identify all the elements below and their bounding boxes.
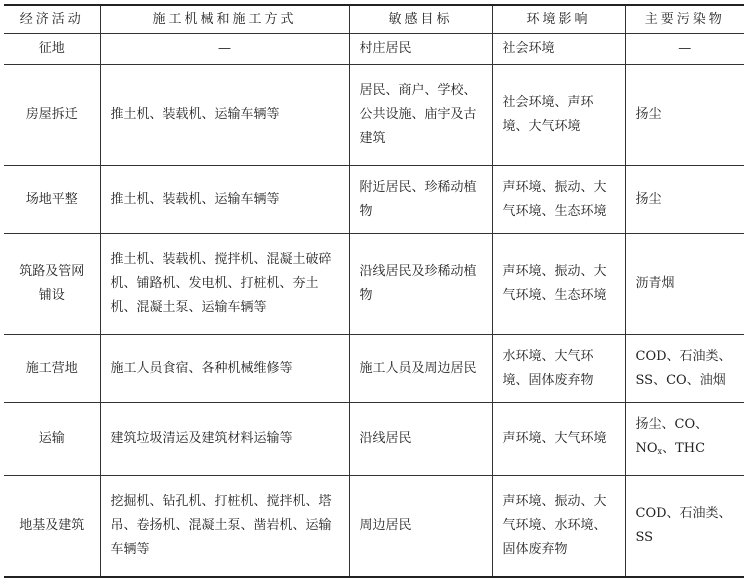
table-row	[4, 34, 744, 65]
header-main-pollutants: 主要污染物	[625, 5, 744, 34]
table-row	[4, 234, 744, 335]
pollutants-cell: 扬尘	[625, 65, 744, 166]
pollutants-cell: 沥青烟	[625, 234, 744, 335]
table-row	[4, 335, 744, 403]
activity-cell: 施工营地	[4, 335, 100, 403]
activity-cell: 征地	[4, 34, 100, 65]
machinery-cell: 推土机、装载机、运输车辆等	[100, 65, 349, 166]
header-economic-activity: 经济活动	[4, 5, 100, 34]
machinery-cell: 推土机、装载机、搅拌机、混凝土破碎机、铺路机、发电机、打桩机、夯土机、混凝土泵、运输车辆等	[100, 234, 349, 335]
targets-cell: 附近居民、珍稀动植物	[349, 166, 492, 234]
table-header-row	[4, 5, 744, 34]
machinery-cell: 挖掘机、钻孔机、打桩机、搅拌机、塔吊、卷扬机、混凝土泵、凿岩机、运输车辆等	[100, 475, 349, 577]
pollutants-cell: 扬尘	[625, 166, 744, 234]
pollutants-cell	[625, 403, 744, 475]
activity-cell: 运输	[4, 403, 100, 475]
targets-cell: 沿线居民及珍稀动植物	[349, 234, 492, 335]
targets-cell: 周边居民	[349, 475, 492, 577]
pollutants-subscript: x	[657, 447, 663, 457]
machinery-cell: 施工人员食宿、各种机械维修等	[100, 335, 349, 403]
pollutants-text-part: 扬尘、CO、NO	[635, 417, 709, 457]
impact-cell: 声环境、振动、大气环境、生态环境	[492, 234, 625, 335]
targets-cell: 居民、商户、学校、公共设施、庙宇及古建筑	[349, 65, 492, 166]
impact-cell: 声环境、大气环境	[492, 403, 625, 475]
pollutants-cell: COD、石油类、SS、CO、油烟	[625, 335, 744, 403]
activity-cell: 场地平整	[4, 166, 100, 234]
pollutants-text-part: 、THC	[662, 441, 706, 457]
impact-cell: 声环境、振动、大气环境、水环境、固体废弃物	[492, 475, 625, 577]
impact-cell: 水环境、大气环境、固体废弃物	[492, 335, 625, 403]
machinery-cell: —	[100, 34, 349, 65]
machinery-cell: 推土机、装载机、运输车辆等	[100, 166, 349, 234]
targets-cell: 村庄居民	[349, 34, 492, 65]
table-row	[4, 166, 744, 234]
pollutants-cell: COD、石油类、SS	[625, 475, 744, 577]
activity-cell: 地基及建筑	[4, 475, 100, 577]
pollutants-cell: —	[625, 34, 744, 65]
table-row	[4, 403, 744, 475]
impact-cell: 声环境、振动、大气环境、生态环境	[492, 166, 625, 234]
activity-cell: 筑路及管网铺设	[4, 234, 100, 335]
pollution-sources-table	[4, 4, 744, 578]
header-sensitive-targets: 敏感目标	[349, 5, 492, 34]
targets-cell: 施工人员及周边居民	[349, 335, 492, 403]
impact-cell: 社会环境	[492, 34, 625, 65]
targets-cell: 沿线居民	[349, 403, 492, 475]
table-row	[4, 65, 744, 166]
header-machinery: 施工机械和施工方式	[100, 5, 349, 34]
table-row	[4, 475, 744, 577]
header-environmental-impact: 环境影响	[492, 5, 625, 34]
machinery-cell: 建筑垃圾清运及建筑材料运输等	[100, 403, 349, 475]
activity-cell: 房屋拆迁	[4, 65, 100, 166]
impact-cell: 社会环境、声环境、大气环境	[492, 65, 625, 166]
